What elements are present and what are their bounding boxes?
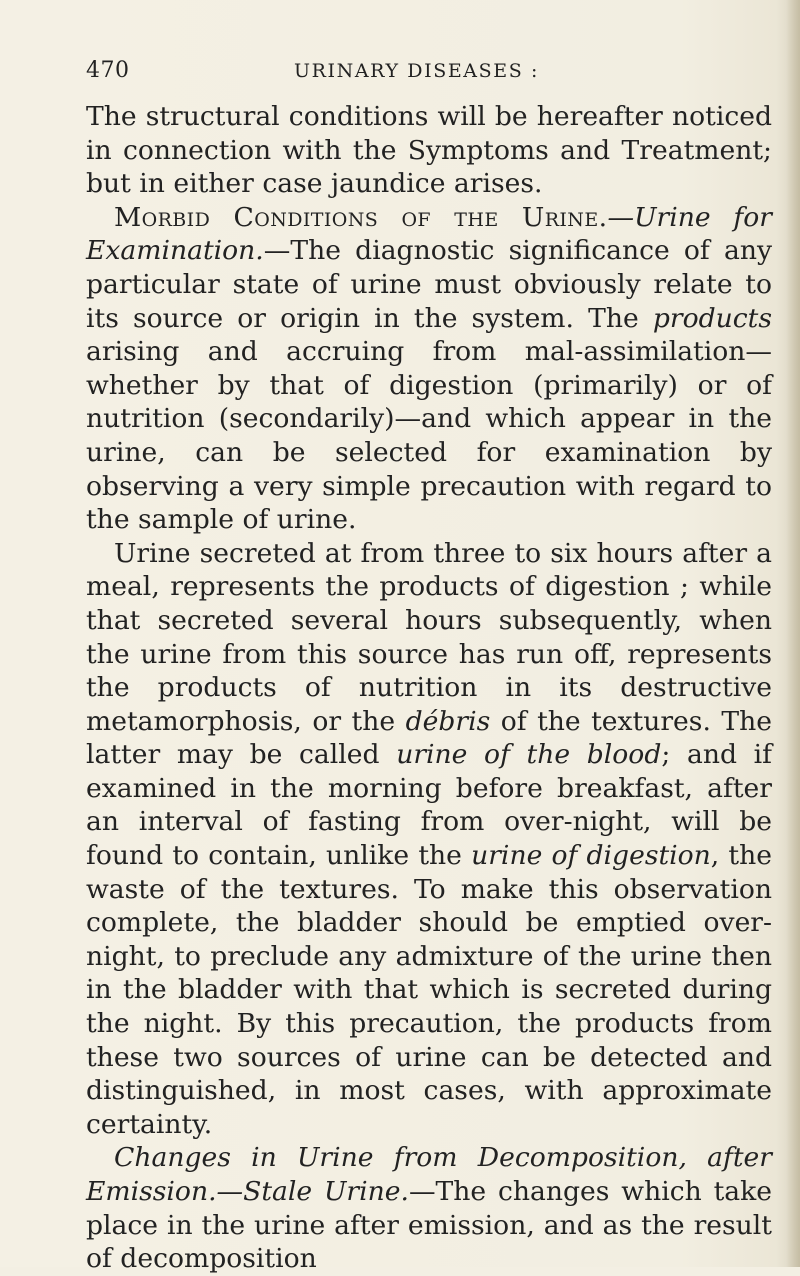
paragraph-text: , the waste of the textures. To make this observation complete, the bladder should be emptied over-night, to preclude any admixture of the urine then in the bladder with that which is secreted during the night. By this precaution, the products from these two sources of urine can be detected and distinguished, in most cases, with approximate certainty.: [86, 840, 772, 1140]
subheading-changes-in-urine: Changes in Urine from Decomposition, after Emission.—Stale Urine.: [86, 1142, 772, 1207]
paragraph-text: The structural conditions will be hereafter noticed in connection with the Symptoms and Treatment; but in either case jaundice arises.: [86, 101, 772, 200]
paragraph-text: ; and if examined in the morning before breakfast, after an interval of fasting from over-night, will be found to contain, unlike the: [86, 739, 772, 872]
section-heading-morbid-conditions: Morbid Conditions of the Urine.: [114, 201, 608, 233]
page-edge-shadow: [786, 0, 800, 1267]
subheading-urine-for-examination: —Urine for Examination.: [86, 201, 773, 267]
page-header: [86, 58, 766, 88]
emphasis-debris: débris: [405, 705, 491, 737]
paragraph-urine-secreted: [86, 537, 772, 1142]
emphasis-products: products: [652, 302, 772, 334]
paragraph-changes-in-urine: [86, 1141, 772, 1275]
page-number: 470: [86, 58, 130, 83]
paragraph-text: arising and accruing from mal-assimilation—whether by that of digestion (primarily) or of nutrition (secondarily)—and which appear in the urine, can be selected for examination by observing a very simple precaution with regard to the sample of urine.: [86, 336, 772, 536]
emphasis-urine-of-digestion: urine of digestion: [471, 840, 711, 872]
paragraph-text: Urine secreted at from three to six hours after a meal, represents the products of digestion ; while that secreted several hours subsequently, when the urine from this source has run off, represents the products of nutrition in its destructive metamorphosis, or the: [86, 537, 772, 737]
paragraph-text: —The diagnostic significance of any particular state of urine must obviously relate to its source or origin in the system. The: [86, 235, 772, 334]
running-head: URINARY DISEASES :: [294, 60, 539, 82]
paragraph-morbid-conditions: [86, 201, 772, 537]
body-text: [86, 100, 772, 1276]
paragraph-structural-conditions: [86, 100, 772, 201]
emphasis-urine-of-the-blood: urine of the blood: [396, 739, 662, 771]
paragraph-text: —The changes which take place in the urine after emission, and as the result of decomposition: [86, 1176, 772, 1275]
paragraph-text: of the textures. The latter may be called: [86, 705, 772, 771]
